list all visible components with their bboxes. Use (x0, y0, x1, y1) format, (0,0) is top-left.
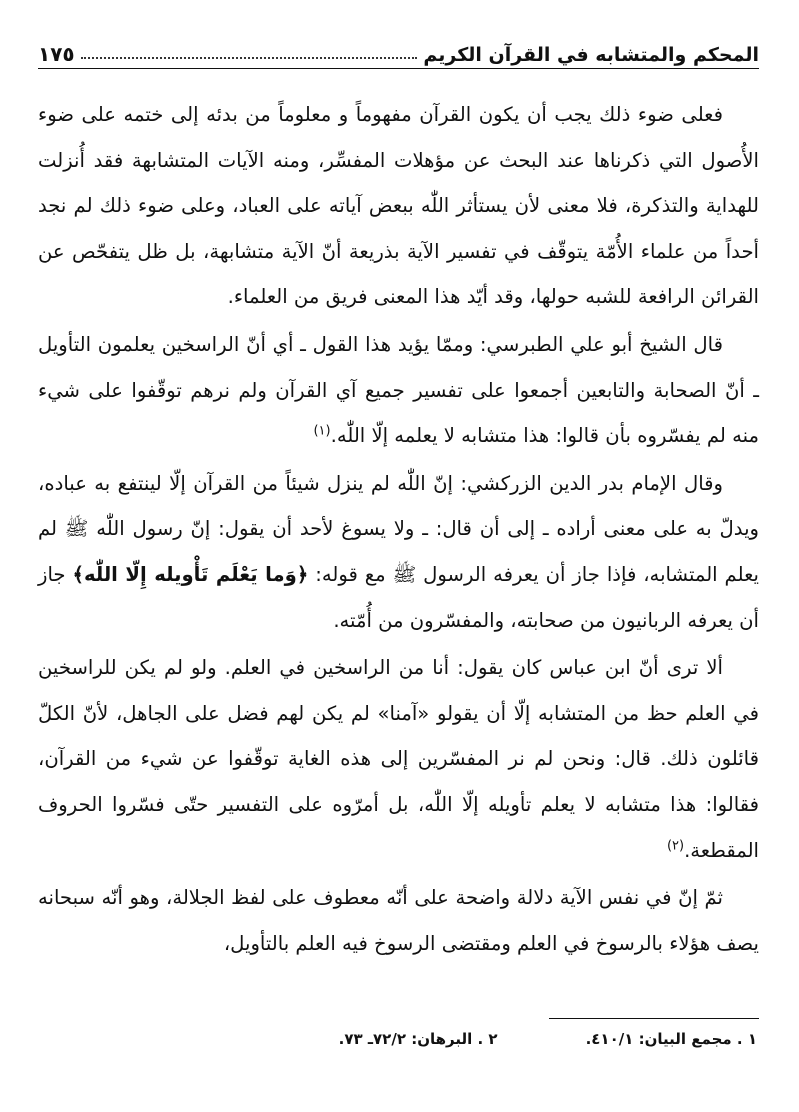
footnote-separator (549, 1018, 759, 1019)
paragraph-1: فعلى ضوء ذلك يجب أن يكون القرآن مفهوماً و معلوماً من بدئه إلى ختمه على ضوء الأُصول التي ذكرناها عند البحث عن مؤهلات المفسِّر، ومنه الآيات المتشابهة فقد أُنزلت للهداية والتذكرة، فلا معنى لأن يستأثر اللّٰه ببعض آياته على العباد، وعلى ضوء ذلك لم نجد أحداً من علماء الأُمّة يتوقّف في تفسير الآية بذريعة أنّ الآية متشابهة، بل ظل يتفحّص عن القرائن الرافعة للشبه حولها، وقد أيّد هذا المعنى فريق من العلماء. (38, 103, 759, 309)
footnote-ref-2[interactable]: (٢) (666, 837, 685, 853)
body-text (38, 92, 759, 968)
footnote-ref-1[interactable]: (١) (313, 423, 331, 439)
footnotes (339, 1030, 757, 1048)
header-dot-leader (81, 57, 418, 59)
running-title: المحكم والمتشابه في القرآن الكريم (423, 44, 759, 66)
quran-quote: ﴿وَما يَعْلَم تَأْويله إِلّا اللّٰه﴾ (72, 562, 309, 586)
paragraph-3: وقال الإمام بدر الدين الزركشي: إنّ اللّٰه لم ينزل شيئاً من القرآن إلّا لينتفع به عباده، ويدلّ به على معنى أراده ـ إلى أن قال: ـ ولا يسوغ لأحد أن يقول: إنّ رسول اللّٰه ﷺ لم يعلم المتشابه، فإذا جاز أن يعرفه الرسول ﷺ مع قوله: ﴿وَما يَعْلَم تَأْويله إِلّا اللّٰه﴾ جاز أن يعرفه الربانيون من صحابته، والمفسّرون من أُمّته. (38, 471, 759, 632)
footnote-1: ١ . مجمع البيان: ٤١٠/١. (585, 1030, 757, 1048)
paragraph-2: قال الشيخ أبو علي الطبرسي: وممّا يؤيد هذا القول ـ أي أنّ الراسخين يعلمون التأويل ـ أنّ الصحابة والتابعين أجمعوا على تفسير جميع آي القرآن ولم نرهم توقّفوا على شيء منه لم يفسّروه بأن قالوا: هذا متشابه لا يعلمه إلّا اللّٰه.$^{(١)}$ (38, 332, 759, 448)
footnote-2: ٢ . البرهان: ٧٢/٢ـ ٧٣. (338, 1030, 498, 1048)
paragraph-5: ثمّ إنّ في نفس الآية دلالة واضحة على أنّه معطوف على لفظ الجلالة، وهو أنّه سبحانه يصف هؤلاء بالرسوخ في العلم ومقتضى الرسوخ فيه العلم بالتأويل، (38, 886, 759, 955)
page-number: ١٧٥ (38, 42, 75, 66)
running-header (38, 30, 759, 69)
paragraph-4: ألا ترى أنّ ابن عباس كان يقول: أنا من الراسخين في العلم. ولو لم يكن للراسخين في العلم حظ من المتشابه إلّا أن يقولو «آمنا» لم يكن لهم فضل على الجاهل، لأنّ الكلّ قائلون ذلك. قال: ونحن لم نر المفسّرين إلى هذه الغاية توقّفوا عن شيء من القرآن، فقالوا: هذا متشابه لا يعلم تأويله إلّا اللّٰه، بل أمرّوه على التفسير حتّى فسّروا الحروف المقطعة.$^{(٢)}$ (38, 656, 759, 862)
